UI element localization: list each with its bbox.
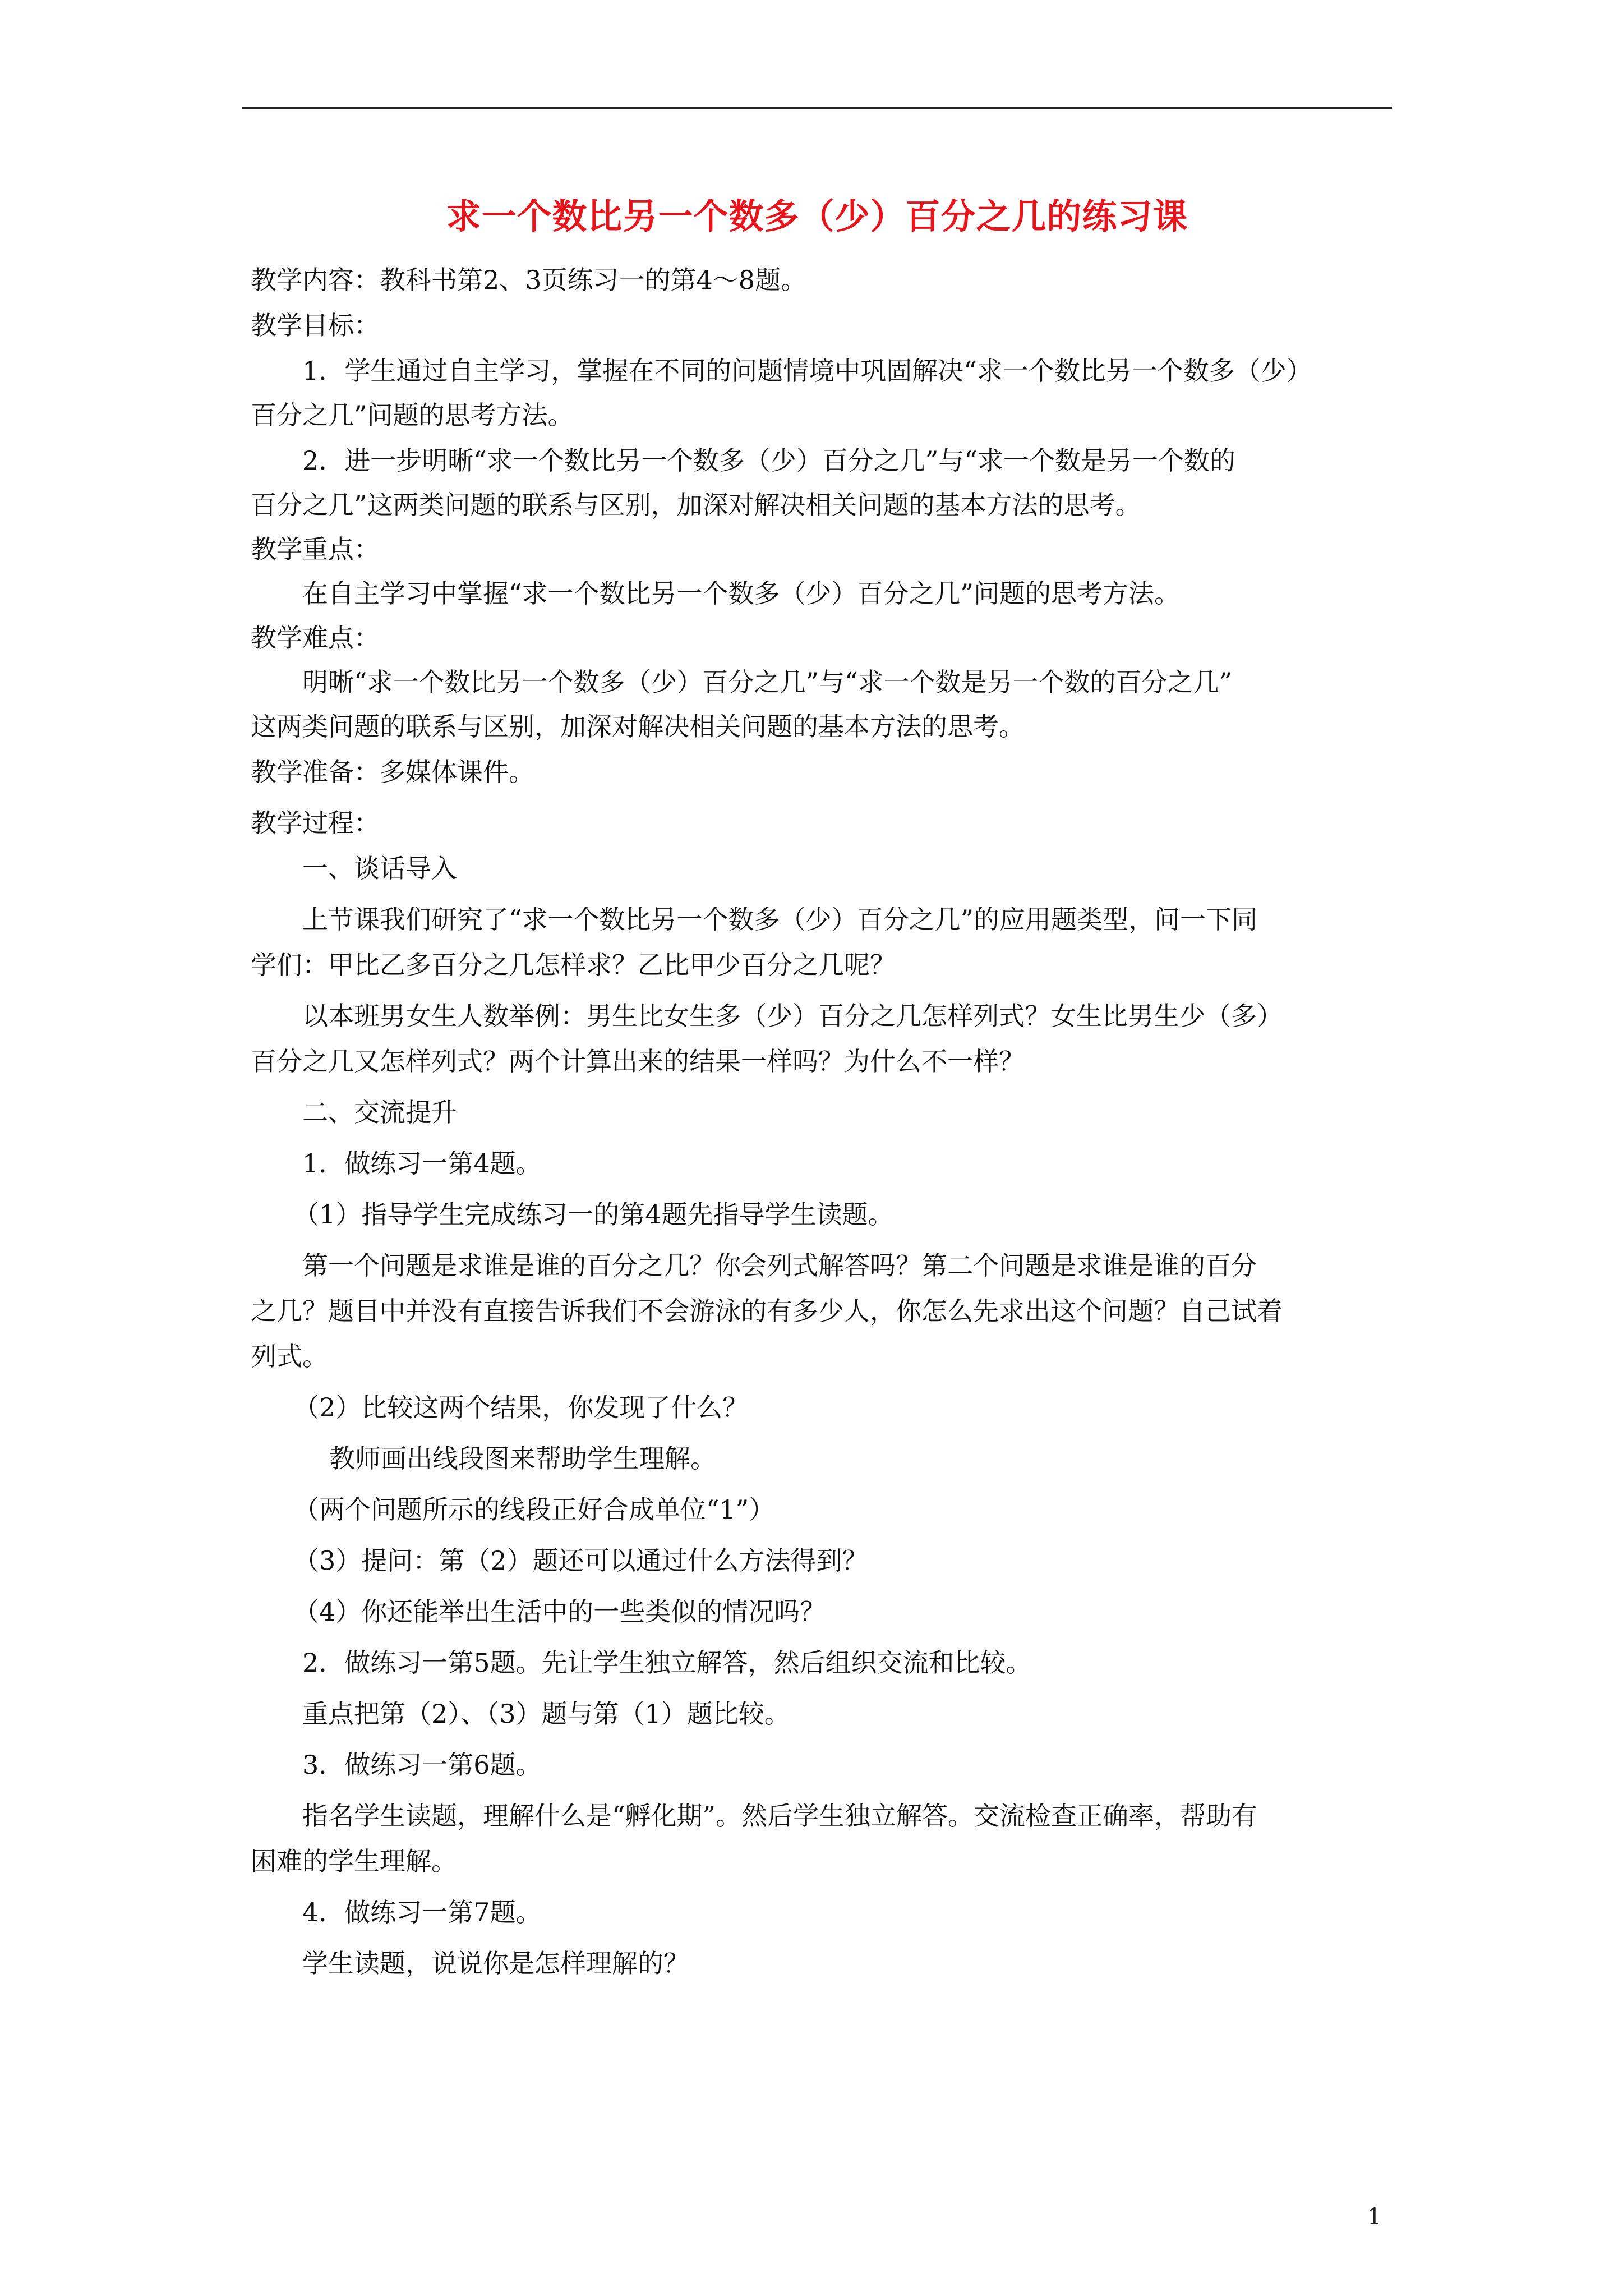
- prep-text: 教学准备：多媒体课件。: [251, 757, 534, 787]
- item-1-sub-2: （2）比较这两个结果，你发现了什么？: [293, 1392, 749, 1423]
- item-2-note: 重点把第（2）、（3）题与第（1）题比较。: [302, 1699, 790, 1729]
- item-4-note: 学生读题，说说你是怎样理解的？: [302, 1948, 689, 1978]
- goal-2-line-2: 百分之几”这两类问题的联系与区别，加深对解决相关问题的基本方法的思考。: [251, 490, 1141, 520]
- item-3: 3．做练习一第6题。: [302, 1750, 542, 1780]
- section-1-para-1-line-2: 学们：甲比乙多百分之几怎样求？乙比甲少百分之几呢？: [251, 950, 896, 980]
- key-heading: 教学重点：: [251, 534, 380, 564]
- goals-heading: 教学目标：: [251, 310, 380, 341]
- key-text: 在自主学习中掌握“求一个数比另一个数多（少）百分之几”问题的思考方法。: [302, 578, 1181, 609]
- item-1-para-line-2: 之几？题目中并没有直接告诉我们不会游泳的有多少人，你怎么先求出这个问题？自己试着: [251, 1296, 1283, 1326]
- item-4: 4．做练习一第7题。: [302, 1897, 542, 1927]
- header-rule: [242, 107, 1392, 109]
- difficulty-heading: 教学难点：: [251, 623, 380, 653]
- item-3-line-2: 困难的学生理解。: [251, 1846, 457, 1876]
- item-1: 1．做练习一第4题。: [302, 1148, 542, 1179]
- page-number: 1: [1367, 2204, 1382, 2230]
- item-1-para-line-1: 第一个问题是求谁是谁的百分之几？你会列式解答吗？第二个问题是求谁是谁的百分: [302, 1250, 1257, 1281]
- item-1-sub-3: （3）提问：第（2）题还可以通过什么方法得到？: [293, 1545, 868, 1576]
- section-1-para-2-line-1: 以本班男女生人数举例：男生比女生多（少）百分之几怎样列式？女生比男生少（多）: [302, 1001, 1283, 1031]
- item-1-sub-1: （1）指导学生完成练习一的第4题先指导学生读题。: [293, 1199, 894, 1230]
- item-1-sub-2-note: 教师画出线段图来帮助学生理解。: [329, 1443, 716, 1474]
- content-label: 教学内容：教科书第2、3页练习一的第4～8题。: [251, 265, 807, 295]
- goal-2-line-1: 2．进一步明晰“求一个数比另一个数多（少）百分之几”与“求一个数是另一个数的: [302, 445, 1235, 476]
- section-1-heading: 一、谈话导入: [302, 853, 457, 884]
- item-1-sub-2-paren: （两个问题所示的线段正好合成单位“1”）: [293, 1494, 775, 1525]
- item-2: 2．做练习一第5题。先让学生独立解答，然后组织交流和比较。: [302, 1648, 1032, 1678]
- section-1-para-1-line-1: 上节课我们研究了“求一个数比另一个数多（少）百分之几”的应用题类型，问一下同: [302, 904, 1258, 935]
- item-1-sub-4: （4）你还能举出生活中的一些类似的情况吗？: [293, 1596, 826, 1627]
- document-body: [251, 258, 1389, 1986]
- process-heading: 教学过程：: [251, 808, 380, 838]
- document-title: 求一个数比另一个数多（少）百分之几的练习课: [446, 196, 1188, 237]
- difficulty-line-2: 这两类问题的联系与区别，加深对解决相关问题的基本方法的思考。: [251, 711, 1025, 742]
- item-1-para-line-3: 列式。: [251, 1341, 328, 1372]
- difficulty-line-1: 明晰“求一个数比另一个数多（少）百分之几”与“求一个数是另一个数的百分之几”: [302, 667, 1233, 697]
- goal-1-line-1: 1．学生通过自主学习，掌握在不同的问题情境中巩固解决“求一个数比另一个数多（少）: [302, 356, 1312, 386]
- section-2-heading: 二、交流提升: [302, 1097, 457, 1128]
- goal-1-line-2: 百分之几”问题的思考方法。: [251, 400, 574, 430]
- item-3-line-1: 指名学生读题，理解什么是“孵化期”。然后学生独立解答。交流检查正确率，帮助有: [302, 1801, 1258, 1831]
- section-1-para-2-line-2: 百分之几又怎样列式？两个计算出来的结果一样吗？为什么不一样？: [251, 1046, 1025, 1076]
